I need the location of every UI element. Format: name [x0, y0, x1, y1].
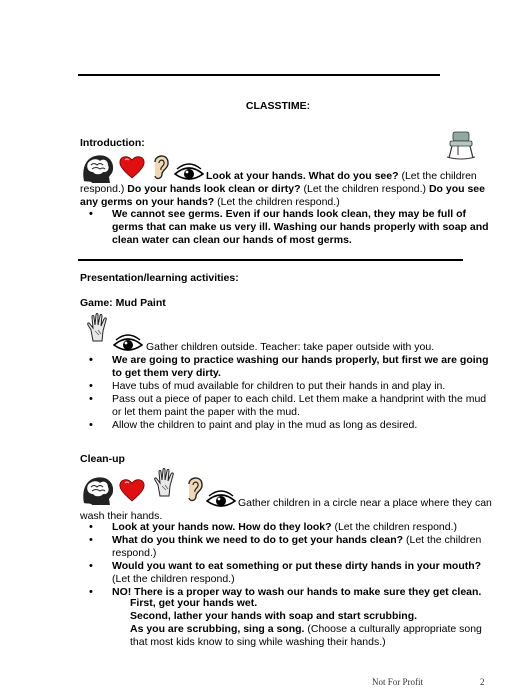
- intro-question-2: Do your hands look clean or dirty?: [127, 183, 301, 195]
- list-item: [80, 534, 495, 560]
- intro-question-1: Look at your hands. What do you see?: [206, 170, 399, 182]
- cleanup-b3-bold: Would you want to eat something or put these dirty hands in your mouth?: [112, 560, 482, 572]
- step-3: [80, 623, 495, 649]
- intro-response-3: (Let the children respond.): [214, 196, 340, 208]
- cleanup-b1-bold: Look at your hands now. How do they look?: [112, 521, 332, 533]
- cleanup-lead: [80, 497, 495, 523]
- list-item: • Have tubs of mud available for children to put their hands in and play in.: [80, 380, 495, 393]
- list-item: • Pass out a piece of paper to each child. Let them make a handprint with the mud or let them paint the paper with the mud.: [80, 393, 495, 419]
- cleanup-heading: Clean-up: [80, 453, 125, 465]
- step-1: First, get your hands wet.: [130, 597, 258, 609]
- game-heading: Game: Mud Paint: [80, 297, 166, 309]
- list-item: • We cannot see germs. Even if our hands look clean, they may be full of germs that can make us very ill. Washing our hands properly with soap and clean water can clean our hands of most germs.: [80, 208, 495, 247]
- list-item: [80, 560, 495, 586]
- presentation-heading: Presentation/learning activities:: [80, 272, 239, 284]
- presentation-bullets: [80, 354, 495, 432]
- hand-icon: [153, 468, 177, 498]
- intro-response-2: (Let the children respond.): [300, 183, 429, 195]
- list-item: [80, 521, 495, 534]
- step-3-bold: As you are scrubbing, sing a song.: [130, 623, 305, 635]
- washing-steps: [80, 597, 495, 649]
- page-title: CLASSTIME:: [245, 100, 311, 112]
- page-number: 2: [480, 677, 485, 687]
- intro-question-3: Do you see any germs on your hands?: [80, 183, 485, 208]
- cleanup-bullets: [80, 521, 495, 599]
- cleanup-b4-bold: NO! There is a proper way to wash our hands to make sure they get clean.: [112, 586, 482, 598]
- presentation-lead: Gather children outside. Teacher: take paper outside with you.: [146, 341, 435, 353]
- cleanup-b3-rest: (Let the children respond.): [112, 573, 235, 585]
- hand-icon: [86, 313, 110, 343]
- section-rule: [78, 259, 463, 261]
- cleanup-b1-rest: (Let the children respond.): [331, 521, 458, 533]
- eye-icon: [113, 334, 143, 354]
- cleanup-b2-rest: (Let the children respond.): [112, 534, 482, 559]
- top-rule: [78, 74, 440, 76]
- footer-text: Not For Profit: [372, 677, 424, 687]
- introduction-bullets: [80, 208, 495, 247]
- cleanup-b2-bold: What do you think we need to do to get your hands clean?: [112, 534, 404, 546]
- chair-icon: [444, 130, 478, 160]
- introduction-lead: [80, 170, 495, 209]
- list-item: • Allow the children to paint and play in the mud as long as desired.: [80, 419, 495, 432]
- step-3-rest: (Choose a culturally appropriate song that most kids know to sing while washing their hands.): [130, 623, 482, 648]
- list-item: • We are going to practice washing our hands properly, but first we are going to get them very dirty.: [80, 354, 495, 380]
- intro-response-1: (Let the children respond.): [80, 170, 477, 195]
- introduction-heading: Introduction:: [80, 137, 145, 149]
- step-2: Second, lather your hands with soap and start scrubbing.: [130, 610, 418, 622]
- cleanup-lead-text: Gather children in a circle near a place where they can wash their hands.: [80, 497, 492, 522]
